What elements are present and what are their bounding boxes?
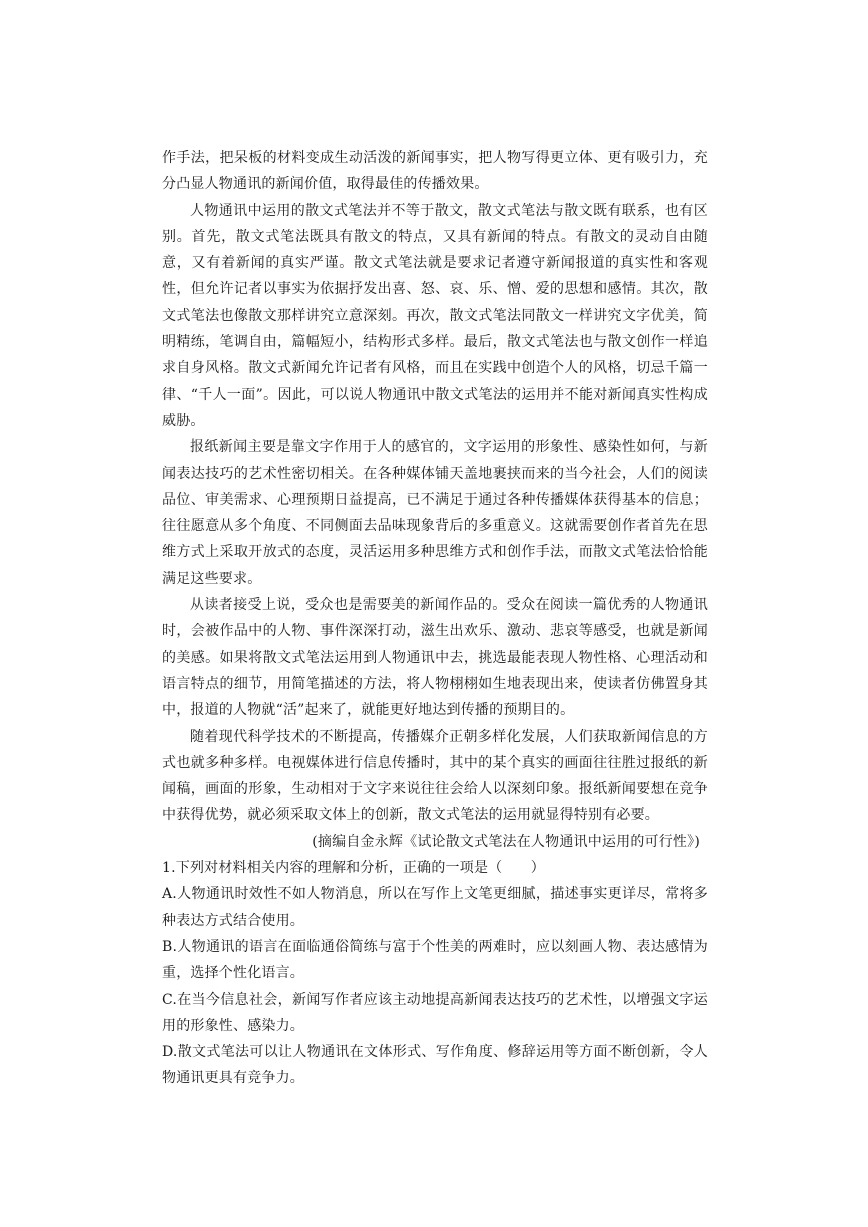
paragraph-1: 作手法，把呆板的材料变成生动活泼的新闻事实，把人物写得更立体、更有吸引力，充分凸显人物通讯的新闻价值，取得最佳的传播效果。 bbox=[162, 150, 708, 193]
question-stem: 1.下列对材料相关内容的理解和分析，正确的一项是（ ） bbox=[162, 860, 545, 877]
paragraph-4: 从读者接受上说，受众也是需要美的新闻作品的。受众在阅读一篇优秀的人物通讯时，会被作品中的人物、事件深深打动，滋生出欢乐、激动、悲哀等感受，也就是新闻的美感。如果将散文式笔法运用到人物通讯中去，挑选最能表现人物性格、心理活动和语言特点的细节，用简笔描述的方法，将人物栩栩如生地表现出来，使读者仿佛置身其中，报道的人物就“活”起来了，就能更好地达到传播的预期目的。 bbox=[162, 597, 708, 719]
option-d: D.散文式笔法可以让人物通讯在文体形式、写作角度、修辞运用等方面不断创新，令人物通讯更具有竞争力。 bbox=[162, 1044, 708, 1087]
paragraph-3: 报纸新闻主要是靠文字作用于人的感官的，文字运用的形象性、感染性如何，与新闻表达技巧的艺术性密切相关。在各种媒体铺天盖地裹挟而来的当今社会，人们的阅读品位、审美需求、心理预期日益提高，已不满足于通过各种传播媒体获得基本的信息；往往愿意从多个角度、不同侧面去品味现象背后的多重意义。这就需要创作者首先在思维方式上采取开放式的态度，灵活运用多种思维方式和创作手法，而散文式笔法恰恰能满足这些要求。 bbox=[162, 439, 708, 587]
paragraph-5: 随着现代科学技术的不断提高，传播媒介正朝多样化发展，人们获取新闻信息的方式也就多种多样。电视媒体进行信息传播时，其中的某个真实的画面往往胜过报纸的新闻稿，画面的形象，生动相对于文字来说往往会给人以深刻印象。报纸新闻要想在竞争中获得优势，就必须采取文体上的创新，散文式笔法的运用就显得特别有必要。 bbox=[162, 728, 708, 824]
question-block bbox=[162, 855, 708, 1092]
paragraph-2: 人物通讯中运用的散文式笔法并不等于散文，散文式笔法与散文既有联系，也有区别。首先，散文式笔法既具有散文的特点，又具有新闻的特点。有散文的灵动自由随意，又有着新闻的真实严谨。散文式笔法就是要求记者遵守新闻报道的真实性和客观性，但允许记者以事实为依据抒发出喜、怒、哀、乐、憎、爱的思想和感情。其次，散文式笔法也像散文那样讲究立意深刻。再次，散文式笔法同散文一样讲究文字优美，简明精练，笔调自由，篇幅短小，结构形式多样。最后，散文式笔法也与散文创作一样追求自身风格。散文式新闻允许记者有风格，而且在实践中创造个人的风格，切忌千篇一律、“千人一面”。因此，可以说人物通讯中散文式笔法的运用并不能对新闻真实性构成威胁。 bbox=[162, 202, 708, 429]
option-b: B.人物通讯的语言在面临通俗简练与富于个性美的两难时，应以刻画人物、表达感情为重，选择个性化语言。 bbox=[162, 938, 708, 982]
article-source: (摘编自金永辉《试论散文式笔法在人物通讯中运用的可行性》) bbox=[312, 833, 700, 850]
option-a: A.人物通讯时效性不如人物消息，所以在写作上文笔更细腻，描述事实更详尽，常将多种表达方式结合使用。 bbox=[162, 886, 708, 929]
document-page bbox=[162, 145, 708, 1092]
option-c: C.在当今信息社会，新闻写作者应该主动地提高新闻表达技巧的艺术性，以增强文字运用的形象性、感染力。 bbox=[162, 991, 708, 1034]
article-body bbox=[162, 145, 708, 855]
